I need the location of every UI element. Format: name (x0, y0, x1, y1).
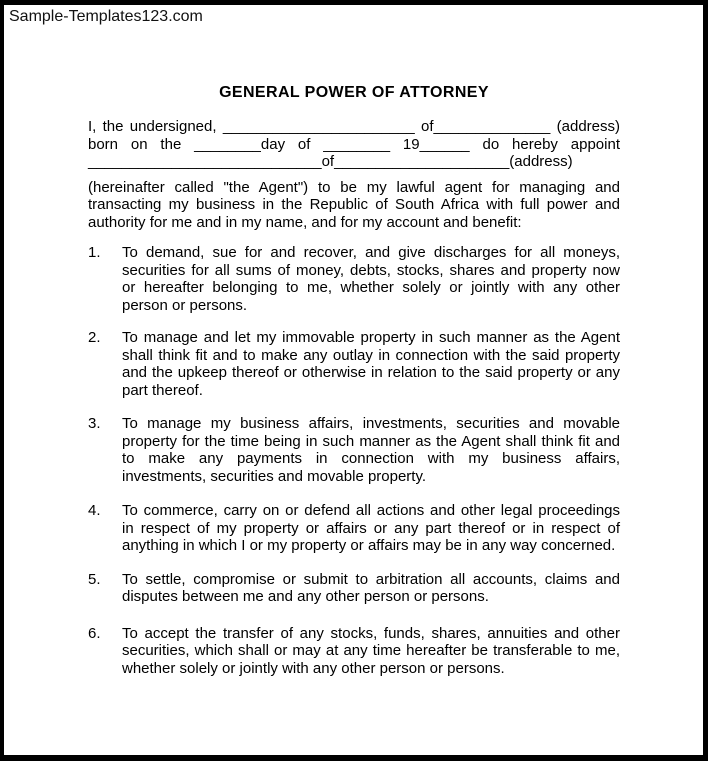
text-line: To settle, compromise or submit to arbitration all accounts, claims and (122, 570, 620, 588)
text-line: ____________________________of_____________________(address) (88, 153, 573, 170)
clause-item (88, 244, 620, 314)
text-line: I, the undersigned, _______________________ of______________ (address) (88, 118, 620, 135)
clause-number: 2. (88, 329, 101, 346)
text-line: shall think fit and to make any outlay in connection with the said property (122, 346, 620, 364)
text-line: (hereinafter called "the Agent") to be my lawful agent for managing and (88, 178, 620, 196)
text-line: securities, which shall or may at any time hereafter be transferable to me, (122, 642, 620, 659)
clause-text (122, 415, 620, 485)
text-line: disputes between me and any other person or persons. (122, 588, 489, 605)
text-line: investments, securities and movable property. (122, 467, 427, 485)
text-line: transacting my business in the Republic of South Africa with full power and (88, 196, 620, 213)
clause-list (88, 244, 620, 677)
text-line: To commerce, carry on or defend all actions and other legal proceedings (122, 502, 620, 519)
clause-number: 4. (88, 502, 101, 519)
text-line: anything in which I or my property or affairs may be in any way concerned. (122, 537, 616, 554)
text-line: person or persons. (122, 296, 248, 314)
clause-text (122, 625, 620, 678)
text-line: authority for me and in my name, and for my account and benefit: (88, 213, 522, 231)
text-line: to make any payments in connection with my business affairs, (122, 450, 620, 467)
text-line: whether solely or jointly with any other person or persons. (122, 659, 505, 677)
document-content (88, 5, 620, 677)
text-line: born on the ________day of ________ 19______ do hereby appoint (88, 135, 620, 153)
clause-item (88, 502, 620, 555)
text-line: To demand, sue for and recover, and give discharges for all moneys, (122, 244, 620, 261)
watermark-text: Sample-Templates123.com (9, 8, 203, 25)
clause-item (88, 625, 620, 678)
clause-number: 5. (88, 570, 101, 588)
document-title: GENERAL POWER OF ATTORNEY (219, 84, 489, 101)
clause-text (122, 244, 620, 314)
agent-appointment-paragraph (88, 179, 620, 232)
clause-number: 6. (88, 624, 101, 642)
clause-item (88, 329, 620, 399)
clause-number: 3. (88, 415, 101, 432)
clause-text (122, 571, 620, 606)
intro-paragraph (88, 118, 620, 171)
text-line: or hereafter belonging to me, whether solely or jointly with any other (122, 279, 620, 296)
text-line: To accept the transfer of any stocks, funds, shares, annuities and other (122, 624, 620, 642)
clause-text (122, 502, 620, 555)
text-line: part thereof. (122, 381, 203, 399)
clause-text (122, 329, 620, 399)
text-line: To manage and let my immovable property in such manner as the Agent (122, 329, 620, 346)
clause-number: 1. (88, 244, 101, 261)
text-line: in respect of my property or affairs or any part thereof or in respect of (122, 519, 620, 537)
text-line: To manage my business affairs, investments, securities and movable (122, 415, 620, 432)
clause-item (88, 571, 620, 606)
clause-item (88, 415, 620, 485)
text-line: and the upkeep thereof or otherwise in relation to the said property or any (122, 364, 620, 381)
text-line: property for the time being in such manner as the Agent shall think fit and (122, 432, 620, 450)
text-line: securities for all sums of money, debts, stocks, shares and property now (122, 261, 620, 279)
